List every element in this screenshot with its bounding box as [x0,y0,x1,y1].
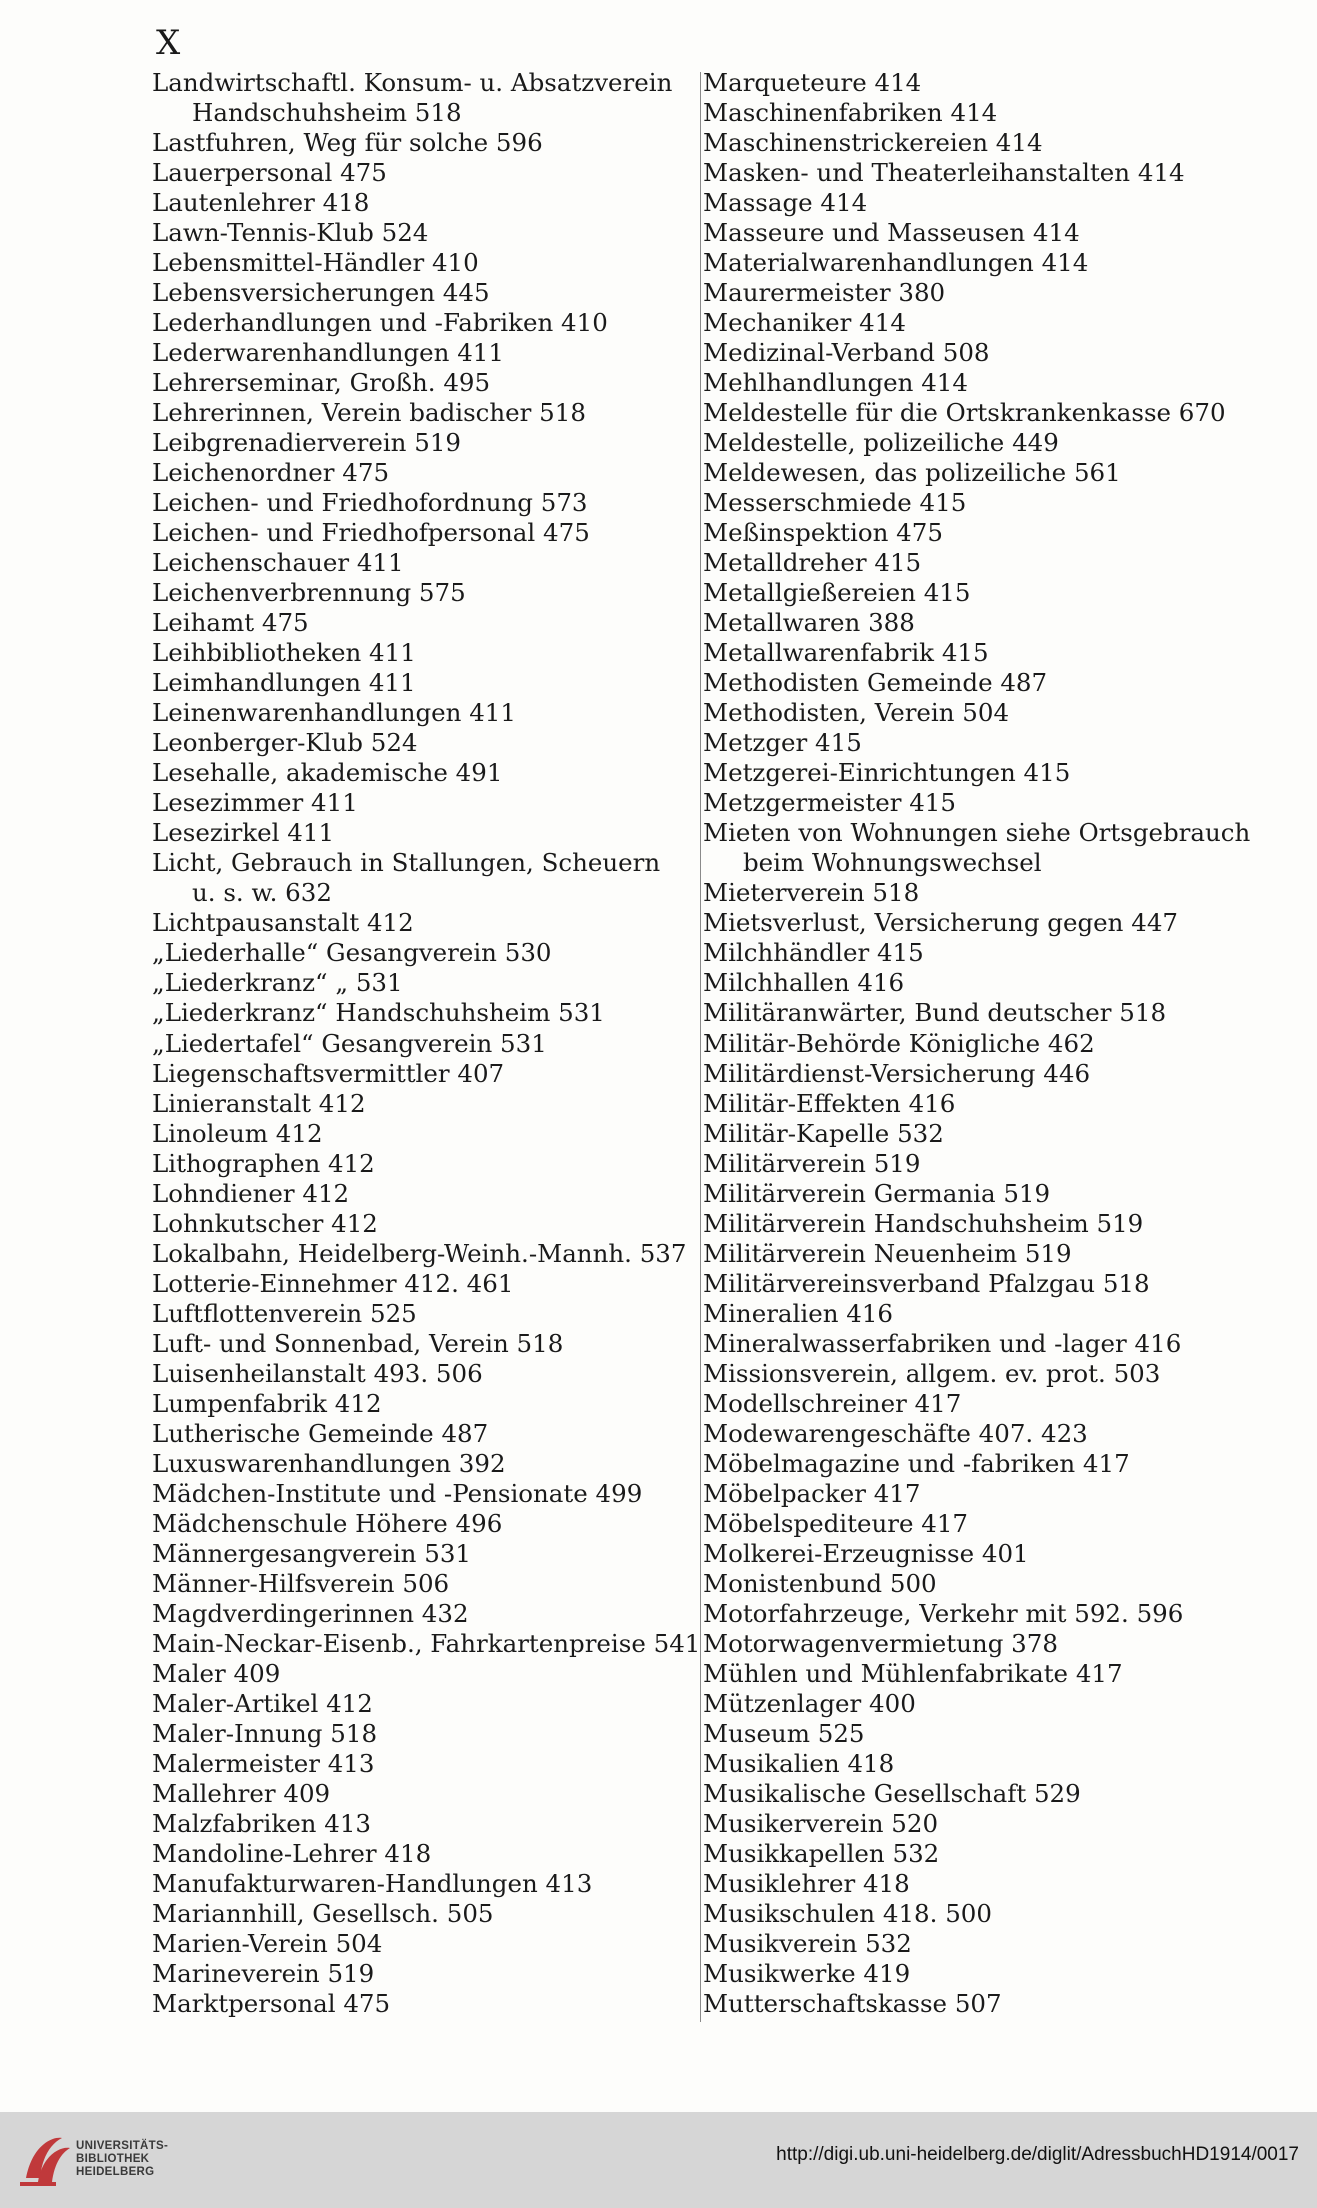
index-entry: Lehrerinnen, Verein badischer 518 [152,398,586,428]
index-entry: Lebensversicherungen 445 [152,278,490,308]
index-entry: Lumpenfabrik 412 [152,1388,382,1418]
index-entry: Lebensmittel-Händler 410 [152,248,479,278]
index-entry: Milchhändler 415 [703,938,924,968]
index-entry: „Liedertafel“ Gesangverein 531 [152,1028,547,1058]
index-entry: Motorfahrzeuge, Verkehr mit 592. 596 [703,1598,1184,1628]
university-library-logo-icon [12,2126,82,2194]
index-entry: Missionsverein, allgem. ev. prot. 503 [703,1358,1161,1388]
index-entry: Leihbibliotheken 411 [152,638,416,668]
index-entry: Lohndiener 412 [152,1178,350,1208]
index-entry: Männergesangverein 531 [152,1538,472,1568]
index-entry: Möbelspediteure 417 [703,1508,969,1538]
index-entry: Mineralien 416 [703,1298,894,1328]
index-entry: Meldestelle für die Ortskrankenkasse 670 [703,398,1226,428]
index-entry: Musikverein 532 [703,1928,912,1958]
index-entry: Mädchen-Institute und -Pensionate 499 [152,1478,643,1508]
index-entry: Marien-Verein 504 [152,1928,383,1958]
index-entry: u. s. w. 632 [192,878,332,908]
index-entry: Musikalien 418 [703,1748,895,1778]
index-entry: Leihamt 475 [152,608,309,638]
index-entry: Manufakturwaren-Handlungen 413 [152,1868,593,1898]
index-entry: Leichenordner 475 [152,458,390,488]
logo-line: BIBLIOTHEK [76,2153,150,2165]
index-entry: Maler-Artikel 412 [152,1688,373,1718]
index-entry: Motorwagenvermietung 378 [703,1628,1058,1658]
column-divider [700,72,701,2022]
index-entry: Handschuhsheim 518 [192,98,462,128]
index-entry: Mädchenschule Höhere 496 [152,1508,503,1538]
index-entry: Materialwarenhandlungen 414 [703,248,1089,278]
index-entry: Lokalbahn, Heidelberg-Weinh.-Mannh. 537 [152,1238,687,1268]
index-entry: Meldewesen, das polizeiliche 561 [703,458,1121,488]
index-entry: Lauerpersonal 475 [152,158,387,188]
index-entry: Monistenbund 500 [703,1568,937,1598]
index-entry: Militärverein Neuenheim 519 [703,1238,1072,1268]
index-entry: Musikschulen 418. 500 [703,1898,992,1928]
index-entry: Meldestelle, polizeiliche 449 [703,428,1059,458]
index-entry: Lastfuhren, Weg für solche 596 [152,128,543,158]
index-column-right [703,68,1263,2019]
index-entry: Mariannhill, Gesellsch. 505 [152,1898,494,1928]
index-entry: Metallgießereien 415 [703,578,971,608]
index-entry: Massage 414 [703,188,868,218]
index-entry: Leimhandlungen 411 [152,668,416,698]
index-entry: Liegenschaftsvermittler 407 [152,1058,505,1088]
index-entry: Malzfabriken 413 [152,1808,372,1838]
index-entry: Masken- und Theaterleihanstalten 414 [703,158,1185,188]
index-entry: Militärverein Handschuhsheim 519 [703,1208,1144,1238]
index-entry: Leichen- und Friedhofordnung 573 [152,488,588,518]
index-entry: Main-Neckar-Eisenb., Fahrkartenpreise 541 [152,1628,701,1658]
index-entry: Mineralwasserfabriken und -lager 416 [703,1328,1182,1358]
index-entry: Luisenheilanstalt 493. 506 [152,1358,483,1388]
index-entry: Mehlhandlungen 414 [703,368,968,398]
index-entry: Marineverein 519 [152,1958,375,1988]
index-entry: Musikkapellen 532 [703,1838,940,1868]
index-entry: Militärdienst-Versicherung 446 [703,1058,1091,1088]
index-entry: Metzgerei-Einrichtungen 415 [703,758,1071,788]
index-entry: Mieten von Wohnungen siehe Ortsgebrauch [703,818,1251,848]
index-entry: Masseure und Masseusen 414 [703,218,1080,248]
index-entry: Metallwarenfabrik 415 [703,638,989,668]
index-entry: Maler 409 [152,1658,281,1688]
index-entry: „Liederhalle“ Gesangverein 530 [152,938,552,968]
library-logo-text [76,2140,168,2179]
logo-line: UNIVERSITÄTS- [76,2140,169,2152]
index-entry: „Liederkranz“ „ 531 [152,968,403,998]
index-entry: Leonberger-Klub 524 [152,728,418,758]
index-entry: Medizinal-Verband 508 [703,338,990,368]
index-entry: Mützenlager 400 [703,1688,916,1718]
logo-line: HEIDELBERG [76,2166,155,2178]
index-entry: Milchhallen 416 [703,968,905,998]
index-entry: Linieranstalt 412 [152,1088,366,1118]
index-entry: Lutherische Gemeinde 487 [152,1418,489,1448]
index-entry: Linoleum 412 [152,1118,323,1148]
index-entry: Modellschreiner 417 [703,1388,962,1418]
index-entry: Lesehalle, akademische 491 [152,758,503,788]
index-entry: Maschinenfabriken 414 [703,98,998,128]
index-entry: Lithographen 412 [152,1148,375,1178]
index-entry: Molkerei-Erzeugnisse 401 [703,1538,1029,1568]
index-entry: Militär-Behörde Königliche 462 [703,1028,1095,1058]
index-entry: Mietsverlust, Versicherung gegen 447 [703,908,1178,938]
index-entry: Lederhandlungen und -Fabriken 410 [152,308,608,338]
index-entry: Malermeister 413 [152,1748,375,1778]
index-entry: Mandoline-Lehrer 418 [152,1838,432,1868]
index-entry: Mallehrer 409 [152,1778,331,1808]
index-entry: Lohnkutscher 412 [152,1208,378,1238]
index-entry: Mieterverein 518 [703,878,920,908]
index-entry: Mühlen und Mühlenfabrikate 417 [703,1658,1123,1688]
index-entry: Leinenwarenhandlungen 411 [152,698,516,728]
index-entry: Militärverein 519 [703,1148,921,1178]
index-entry: „Liederkranz“ Handschuhsheim 531 [152,998,605,1028]
index-entry: Leibgrenadierverein 519 [152,428,462,458]
index-entry: Mutterschaftskasse 507 [703,1989,1002,2018]
index-entry: Lautenlehrer 418 [152,188,370,218]
index-entry: Männer-Hilfsverein 506 [152,1568,450,1598]
index-entry: Militär-Kapelle 532 [703,1118,944,1148]
index-entry: Militärverein Germania 519 [703,1178,1051,1208]
index-entry: Leichenverbrennung 575 [152,578,466,608]
index-entry: Methodisten, Verein 504 [703,698,1010,728]
index-entry: Lehrerseminar, Großh. 495 [152,368,491,398]
index-entry: Leichen- und Friedhofpersonal 475 [152,518,590,548]
index-entry: Lesezirkel 411 [152,818,335,848]
footer-bar [0,2112,1317,2208]
index-entry: Musiklehrer 418 [703,1868,910,1898]
index-entry: Militärvereinsverband Pfalzgau 518 [703,1268,1150,1298]
index-entry: Luftflottenverein 525 [152,1298,417,1328]
index-entry: Modewarengeschäfte 407. 423 [703,1418,1088,1448]
index-column-left [152,68,701,2019]
index-entry: Musikalische Gesellschaft 529 [703,1778,1081,1808]
index-entry: Magdverdingerinnen 432 [152,1598,469,1628]
index-entry: Maschinenstrickereien 414 [703,128,1043,158]
index-entry: Maurermeister 380 [703,278,946,308]
index-entry: Landwirtschaftl. Konsum- u. Absatzverein [152,68,673,97]
index-entry: Leichenschauer 411 [152,548,404,578]
index-entry: Lederwarenhandlungen 411 [152,338,504,368]
index-entry: Lotterie-Einnehmer 412. 461 [152,1268,514,1298]
index-entry: Militäranwärter, Bund deutscher 518 [703,998,1167,1028]
index-entry: Metzgermeister 415 [703,788,956,818]
index-entry: Museum 525 [703,1718,865,1748]
index-entry: Metalldreher 415 [703,548,922,578]
index-entry: Messerschmiede 415 [703,488,967,518]
index-entry: beim Wohnungswechsel [743,848,1042,878]
page-number: X [156,23,182,63]
index-entry: Luxuswarenhandlungen 392 [152,1448,506,1478]
index-entry: Maler-Innung 518 [152,1718,378,1748]
index-entry: Metallwaren 388 [703,608,915,638]
index-entry: Marqueteure 414 [703,68,922,97]
index-entry: Lichtpausanstalt 412 [152,908,414,938]
index-entry: Meßinspektion 475 [703,518,943,548]
index-entry: Metzger 415 [703,728,862,758]
index-entry: Marktpersonal 475 [152,1989,391,2018]
index-entry: Methodisten Gemeinde 487 [703,668,1048,698]
index-entry: Mechaniker 414 [703,308,906,338]
index-entry: Militär-Effekten 416 [703,1088,956,1118]
index-entry: Möbelmagazine und -fabriken 417 [703,1448,1130,1478]
source-url[interactable]: http://digi.ub.uni-heidelberg.de/diglit/AdressbuchHD1914/0017 [776,2144,1299,2165]
index-entry: Lawn-Tennis-Klub 524 [152,218,429,248]
index-entry: Musikerverein 520 [703,1808,939,1838]
index-entry: Möbelpacker 417 [703,1478,921,1508]
index-entry: Lesezimmer 411 [152,788,358,818]
index-entry: Licht, Gebrauch in Stallungen, Scheuern [152,848,661,878]
index-entry: Musikwerke 419 [703,1958,911,1988]
index-entry: Luft- und Sonnenbad, Verein 518 [152,1328,564,1358]
